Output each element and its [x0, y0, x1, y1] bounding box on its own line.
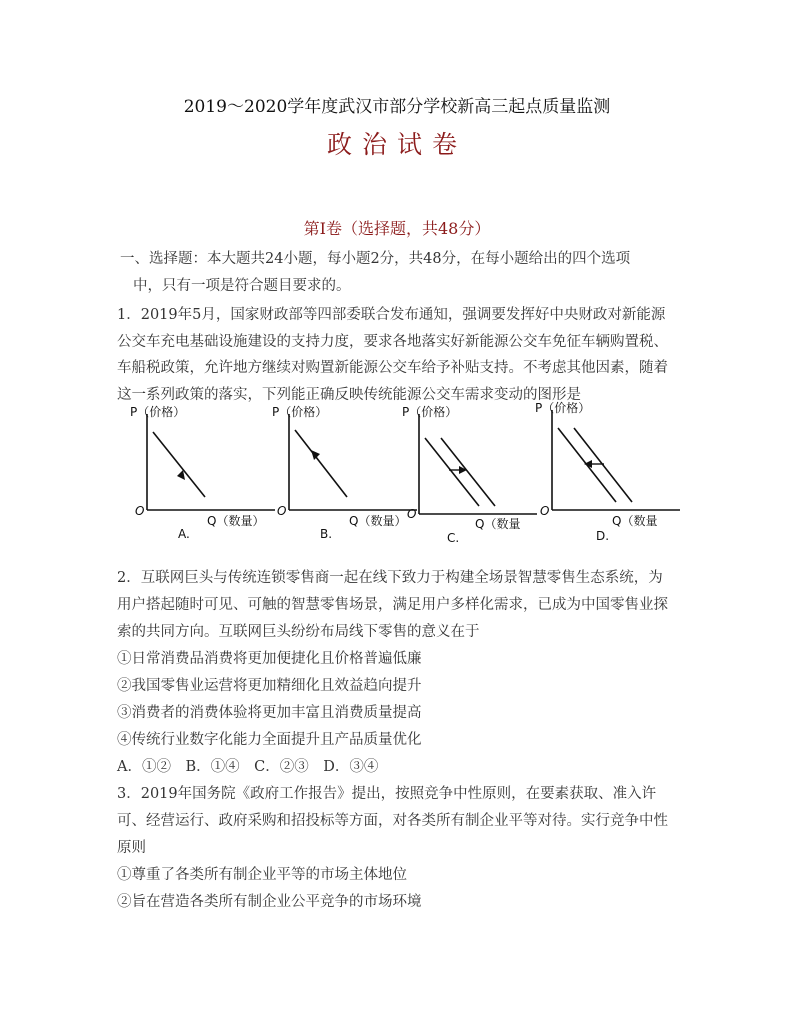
question-1-line: 公交车充电基础设施建设的支持力度，要求各地落实好新能源公交车免征车辆购置税、	[117, 334, 668, 350]
option-label: D.	[596, 529, 610, 543]
price-axis-label: P（价格）	[130, 405, 186, 419]
demand-curve	[153, 432, 205, 497]
exam-subtitle: 政治试卷	[326, 130, 467, 159]
question-1-line: 1．2019年5月，国家财政部等四部委联合发布通知，强调要发挥好中央财政对新能源	[117, 307, 666, 323]
quantity-axis-label: Q（数量）	[349, 514, 407, 528]
question-3-line: 3．2019年国务院《政府工作报告》提出，按照竞争中性原则，在要素获取、准入许	[117, 786, 657, 802]
price-axis-label: P（价格）	[272, 405, 328, 419]
up-arrow-icon	[311, 450, 320, 460]
price-axis-label: P（价格）	[535, 401, 591, 415]
question-1-line: 车船税政策，允许地方继续对购置新能源公交车给予补贴支持。不考虑其他因素，随着	[117, 360, 668, 376]
option-label: C.	[447, 531, 460, 545]
instruction-line: 一、选择题：本大题共24小题，每小题2分，共48分，在每小题给出的四个选项	[120, 251, 631, 267]
origin-label: O	[135, 504, 145, 518]
question-2-options: A．①② B．①④ C．②③ D．③④	[117, 759, 379, 775]
question-2-item: ②我国零售业运营将更加精细化且效益趋向提升	[117, 678, 422, 694]
question-1-line: 这一系列政策的落实，下列能正确反映传统能源公交车需求变动的图形是	[117, 387, 581, 403]
demand-curve-1	[425, 438, 479, 506]
demand-curve-2	[441, 438, 495, 506]
question-2-line: 索的共同方向。互联网巨头纷纷布局线下零售的意义在于	[117, 624, 480, 640]
question-3-line: 可、经营运行、政府采购和招投标等方面，对各类所有制企业平等对待。实行竞争中性	[117, 813, 668, 829]
question-2-line: 2．互联网巨头与传统连锁零售商一起在线下致力于构建全场景智慧零售生态系统，为	[117, 570, 663, 586]
option-label: B.	[320, 527, 333, 541]
graph-option-d	[530, 402, 690, 552]
question-2-line: 用户搭起随时可见、可触的智慧零售场景，满足用户多样化需求，已成为中国零售业探	[117, 597, 668, 613]
quantity-axis-label: Q（数量	[612, 514, 658, 528]
demand-curve-2	[574, 428, 632, 502]
origin-label: O	[407, 507, 417, 521]
question-3-line: 原则	[117, 840, 146, 856]
option-label: A.	[178, 527, 190, 541]
question-2-item: ③消费者的消费体验将更加丰富且消费质量提高	[117, 705, 422, 721]
demand-curve	[295, 430, 347, 497]
question-3-item: ②旨在营造各类所有制企业公平竞争的市场环境	[117, 894, 422, 910]
price-axis-label: P（价格）	[402, 405, 458, 419]
section-title: 第Ⅰ卷（选择题，共48分）	[303, 219, 491, 238]
right-arrow-icon	[459, 466, 467, 474]
origin-label: O	[277, 504, 287, 518]
question-2-item: ①日常消费品消费将更加便捷化且价格普遍低廉	[117, 651, 422, 667]
origin-label: O	[540, 504, 550, 518]
instruction-line: 中，只有一项是符合题目要求的。	[133, 278, 351, 294]
quantity-axis-label: Q（数量）	[207, 514, 265, 528]
quantity-axis-label: Q（数量	[475, 517, 521, 531]
question-3-item: ①尊重了各类所有制企业平等的市场主体地位	[117, 867, 407, 883]
exam-title: 2019～2020学年度武汉市部分学校新高三起点质量监测	[183, 97, 611, 117]
graph-option-a	[125, 402, 285, 552]
question-2-item: ④传统行业数字化能力全面提升且产品质量优化	[117, 732, 422, 748]
